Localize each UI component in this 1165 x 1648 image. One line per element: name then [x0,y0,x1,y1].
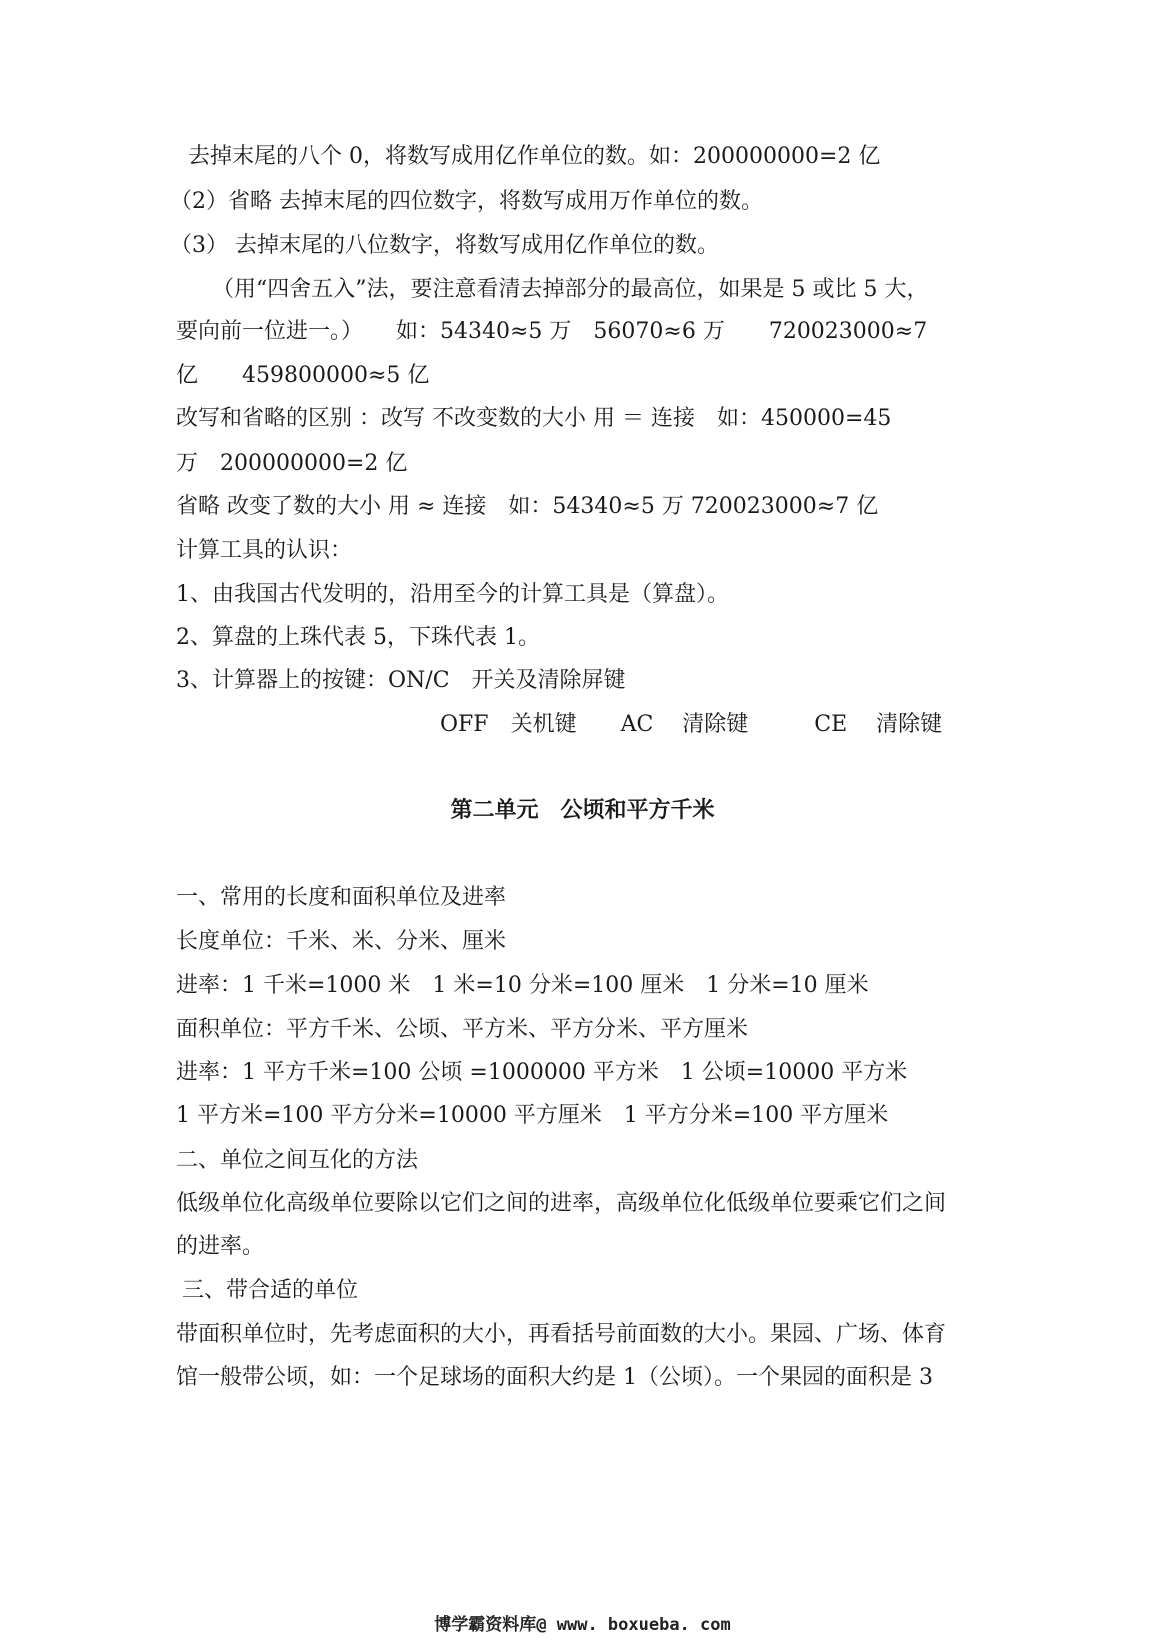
text-line-14: OFF 关机键 AC 清除键 CE 清除键 [440,712,943,737]
text-line-17: 进率：1 千米=1000 米 1 米=10 分米=100 厘米 1 分米=10 厘米 [176,973,869,998]
text-line-7: 改写和省略的区别 ：改写 不改变数的大小 用 ＝ 连接 如：450000=45 [176,406,892,431]
text-line-8: 万 200000000=2 亿 [176,451,408,476]
text-line-21: 二、单位之间互化的方法 [176,1148,419,1173]
text-line-6: 亿 459800000≈5 亿 [176,363,430,388]
text-line-3: （3） 去掉末尾的八位数字，将数写成用亿作单位的数。 [170,233,719,258]
text-line-1: 去掉末尾的八个 0，将数写成用亿作单位的数。如：200000000=2 亿 [188,144,881,169]
text-line-12: 2、算盘的上珠代表 5，下珠代表 1。 [176,625,540,650]
text-line-19: 进率：1 平方千米=100 公顷 =1000000 平方米 1 公顷=10000 平方米 [176,1060,908,1085]
text-line-5: 要向前一位进一。） 如：54340≈5 万 56070≈6 万 720023000≈7 [176,319,928,344]
text-line-26: 馆一般带公顷，如：一个足球场的面积大约是 1（公顷）。一个果园的面积是 3 [176,1365,933,1390]
text-line-16: 长度单位：千米、米、分米、厘米 [176,929,507,954]
text-line-4: （用“四舍五入”法，要注意看清去掉部分的最高位，如果是 5 或比 5 大， [212,277,929,302]
section-title: 第二单元 公顷和平方千米 [450,797,715,823]
text-line-10: 计算工具的认识： [176,538,353,563]
text-line-9: 省略 改变了数的大小 用 ≈ 连接 如：54340≈5 万 720023000≈7 亿 [176,494,879,519]
text-line-20: 1 平方米=100 平方分米=10000 平方厘米 1 平方分米=100 平方厘米 [176,1103,889,1128]
text-line-25: 带面积单位时，先考虑面积的大小，再看括号前面数的大小。果园、广场、体育 [176,1322,947,1347]
text-line-2: （2）省略 去掉末尾的四位数字，将数写成用万作单位的数。 [170,189,763,214]
text-line-13: 3、计算器上的按键：ON/C 开关及清除屏键 [176,668,626,693]
footer-watermark: 博学霸资料库@ www. boxueba. com [434,1615,731,1635]
text-line-24: 三、带合适的单位 [182,1278,359,1303]
text-line-18: 面积单位：平方千米、公顷、平方米、平方分米、平方厘米 [176,1017,749,1042]
text-line-22: 低级单位化高级单位要除以它们之间的进率，高级单位化低级单位要乘它们之间 [176,1191,947,1216]
text-line-15: 一、常用的长度和面积单位及进率 [176,885,507,910]
text-line-23: 的进率。 [176,1234,265,1259]
text-line-11: 1、由我国古代发明的，沿用至今的计算工具是（算盘）。 [176,582,729,607]
